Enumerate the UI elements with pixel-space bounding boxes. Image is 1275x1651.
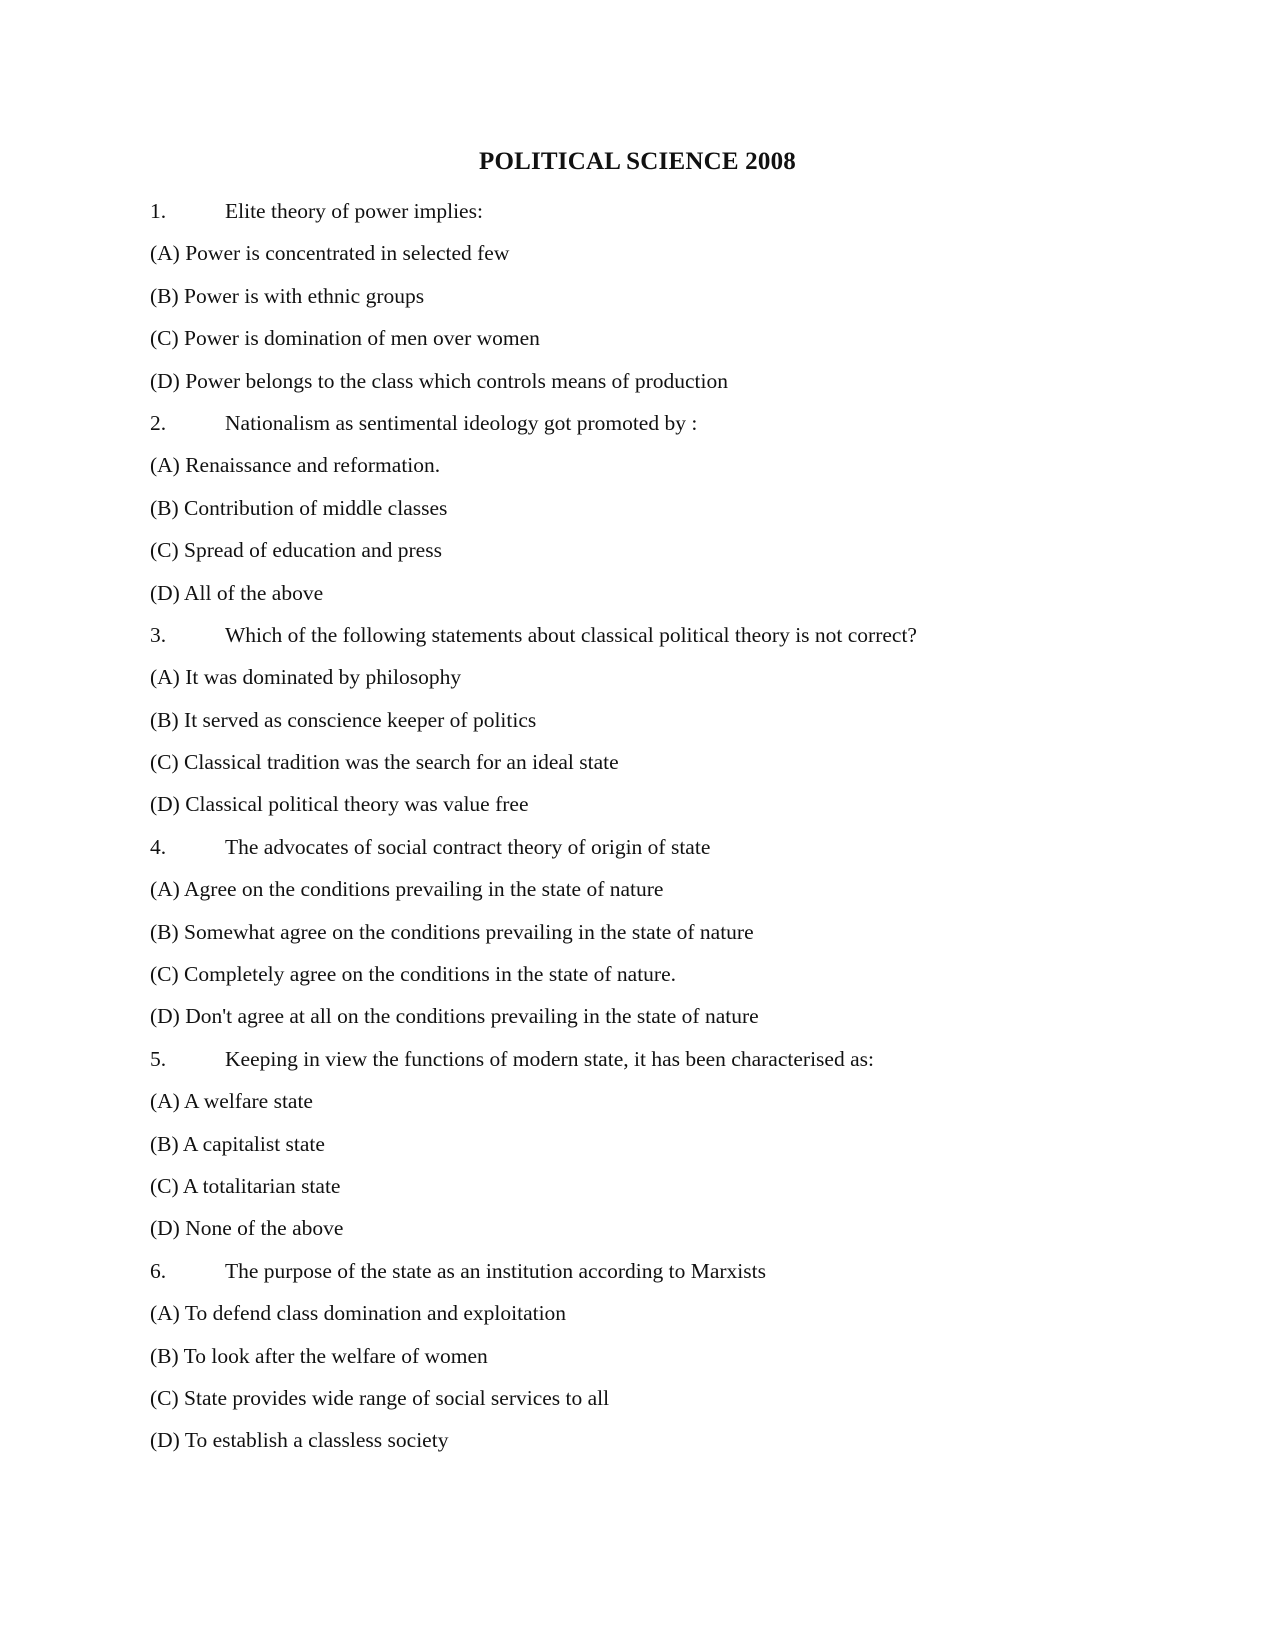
question-1 — [150, 197, 1150, 239]
option-6a: (A) To defend class domination and exploitation — [150, 1301, 567, 1326]
option-6b: (B) To look after the welfare of women — [150, 1343, 488, 1368]
option-5b: (B) A capitalist state — [150, 1131, 325, 1156]
question-text: Nationalism as sentimental ideology got promoted by : — [225, 410, 698, 435]
question-text: Elite theory of power implies: — [225, 199, 483, 223]
option-4b: (B) Somewhat agree on the conditions prevailing in the state of nature — [150, 919, 754, 944]
option-2d: (D) All of the above — [150, 580, 324, 605]
option-4a: (A) Agree on the conditions prevailing in the state of nature — [150, 877, 664, 902]
question-number: 4. — [150, 834, 167, 859]
option-5c: (C) A totalitarian state — [150, 1173, 341, 1198]
question-text: Keeping in view the functions of modern state, it has been characterised as: — [225, 1046, 874, 1071]
question-2 — [150, 409, 1150, 451]
option-3a: (A) It was dominated by philosophy — [150, 665, 462, 690]
option-3c: (C) Classical tradition was the search for an ideal state — [150, 750, 619, 775]
question-list — [150, 197, 1150, 1469]
option-3b: (B) It served as conscience keeper of politics — [150, 707, 537, 732]
question-3 — [150, 621, 1150, 663]
question-6 — [150, 1257, 1150, 1299]
option-1c: (C) Power is domination of men over women — [150, 326, 540, 351]
document-title: POLITICAL SCIENCE 2008 — [479, 148, 796, 175]
option-1a: (A) Power is concentrated in selected few — [150, 241, 510, 266]
option-4c: (C) Completely agree on the conditions in the state of nature. — [150, 962, 677, 987]
question-text: Which of the following statements about classical political theory is not correct? — [225, 622, 917, 647]
question-number: 3. — [150, 622, 167, 647]
option-2c: (C) Spread of education and press — [150, 538, 442, 563]
question-number: 2. — [150, 410, 167, 435]
option-1d: (D) Power belongs to the class which controls means of production — [150, 368, 728, 393]
option-1b: (B) Power is with ethnic groups — [150, 283, 425, 308]
question-number: 5. — [150, 1046, 167, 1071]
option-4d: (D) Don't agree at all on the conditions prevailing in the state of nature — [150, 1004, 759, 1029]
option-6c: (C) State provides wide range of social services to all — [150, 1385, 610, 1410]
question-4 — [150, 833, 1150, 875]
question-number: 1. — [150, 199, 167, 223]
option-2a: (A) Renaissance and reformation. — [150, 453, 441, 478]
question-number: 6. — [150, 1258, 167, 1283]
option-2b: (B) Contribution of middle classes — [150, 495, 448, 520]
option-3d: (D) Classical political theory was value free — [150, 792, 529, 817]
question-text: The purpose of the state as an institution according to Marxists — [225, 1258, 766, 1283]
question-5 — [150, 1045, 1150, 1087]
option-6d: (D) To establish a classless society — [150, 1428, 449, 1453]
option-5a: (A) A welfare state — [150, 1089, 313, 1114]
question-text: The advocates of social contract theory of origin of state — [225, 834, 711, 859]
option-5d: (D) None of the above — [150, 1216, 344, 1241]
